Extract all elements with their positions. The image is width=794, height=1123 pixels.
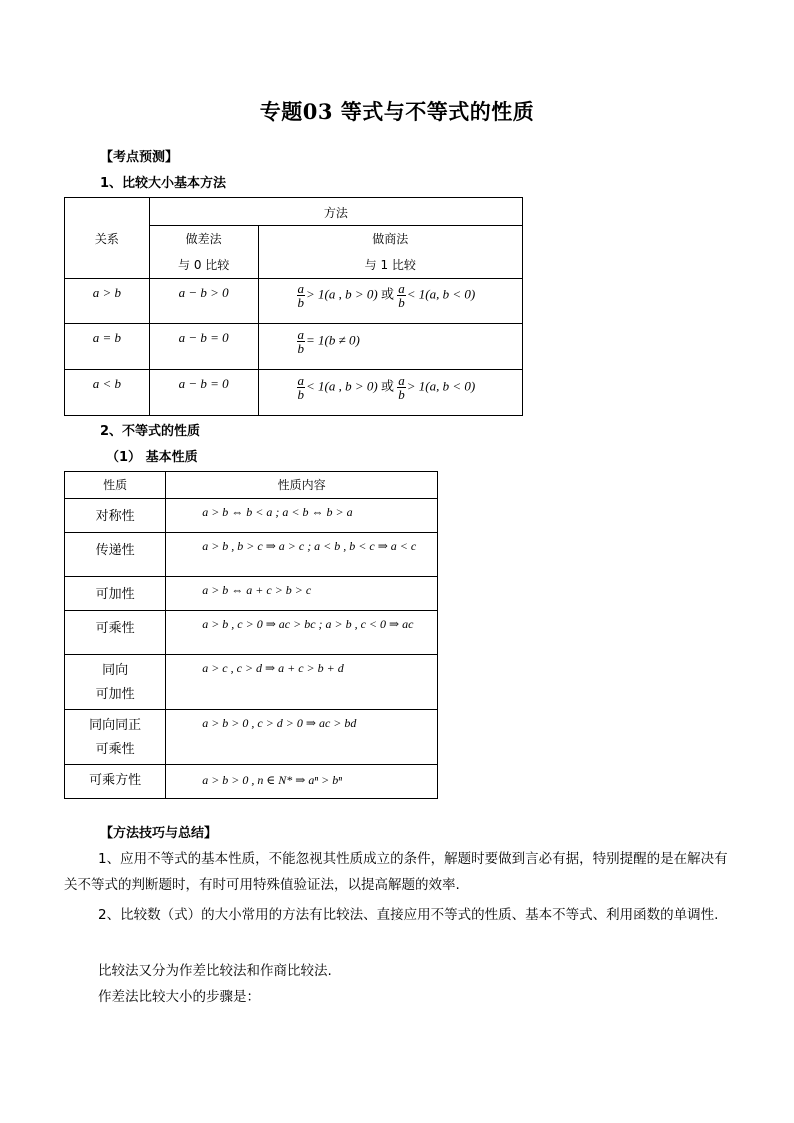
header-quotient-method (258, 226, 522, 279)
property-name: 同向 可加性 (65, 655, 166, 710)
table-row (65, 499, 438, 533)
table-row (65, 710, 438, 765)
property-content: a > b > 0 , n ∈ N* ⇒ aⁿ > bⁿ (166, 765, 438, 799)
section-forecast-heading: 【考点预测】 (100, 150, 179, 165)
table-row (65, 533, 438, 577)
paragraph-3: 比较法又分为作差比较法和作商比较法. (98, 963, 332, 979)
quotient-cell: $\frac{a}{b}$ > 1(a , b > 0) 或 $\frac{a}{b}$ < 1(a, b < 0) (258, 279, 522, 324)
property-name: 可乘方性 (65, 765, 166, 799)
header-property-content: 性质内容 (166, 472, 438, 499)
difference-method-sub: 与 0 比较 (178, 258, 230, 272)
table-row (65, 279, 523, 324)
difference-cell: a − b = 0 (149, 324, 258, 370)
header-property: 性质 (65, 472, 166, 499)
fraction: $\frac{a}{b}$ (398, 373, 405, 402)
paragraph-4: 作差法比较大小的步骤是： (98, 989, 260, 1005)
difference-method-label: 做差法 (185, 232, 222, 246)
fraction: $\frac{a}{b}$ (297, 281, 305, 310)
subsection-inequality-properties: 2、不等式的性质 (100, 424, 201, 439)
quotient-method-label: 做商法 (372, 232, 409, 246)
fraction: $\frac{a}{b}$ (297, 327, 305, 356)
property-content: a > b ⇔ a + c > b > c (166, 577, 438, 611)
table-row (65, 765, 438, 799)
fraction: $\frac{a}{b}$ (398, 281, 405, 310)
table-row (65, 577, 438, 611)
quotient-cell: $\frac{a}{b}$ = 1(b ≠ 0) (258, 324, 522, 370)
header-difference-method (149, 226, 258, 279)
property-content: a > b ⇔ b < a ; a < b ⇔ b > a (166, 499, 438, 533)
paragraph-2: 2、比较数（式）的大小常用的方法有比较法、直接应用不等式的性质、基本不等式、利用函数的单调性. (98, 907, 719, 923)
page-title: 专题03 等式与不等式的性质 (259, 99, 535, 124)
relation-cell: a = b (65, 324, 150, 370)
relation-cell: a < b (65, 370, 150, 416)
section-method-heading: 【方法技巧与总结】 (100, 826, 218, 841)
relation-cell: a > b (65, 279, 150, 324)
property-content: a > b , b > c ⇒ a > c ; a < b , b < c ⇒ a < c (166, 533, 438, 577)
fraction: $\frac{a}{b}$ (297, 373, 305, 402)
subsection-compare-methods: 1、比较大小基本方法 (100, 176, 227, 191)
property-content: a > b , c > 0 ⇒ ac > bc ; a > b , c < 0 ⇒ ac (166, 611, 438, 655)
table-row (65, 370, 523, 416)
table-row (65, 655, 438, 710)
header-relation: 关系 (65, 198, 150, 279)
property-name: 传递性 (65, 533, 166, 577)
subsection-basic-properties: （1） 基本性质 (106, 450, 198, 465)
quotient-cell: $\frac{a}{b}$ < 1(a , b > 0) 或 $\frac{a}{b}$ > 1(a, b < 0) (258, 370, 522, 416)
property-content: a > b > 0 , c > d > 0 ⇒ ac > bd (166, 710, 438, 765)
compare-methods-table (64, 197, 523, 416)
table-row (65, 324, 523, 370)
property-content: a > c , c > d ⇒ a + c > b + d (166, 655, 438, 710)
property-name: 可加性 (65, 577, 166, 611)
property-name: 对称性 (65, 499, 166, 533)
quotient-method-sub: 与 1 比较 (364, 258, 416, 272)
properties-table (64, 471, 438, 799)
header-method: 方法 (149, 198, 522, 226)
table-row (65, 611, 438, 655)
difference-cell: a − b > 0 (149, 279, 258, 324)
property-name: 可乘性 (65, 611, 166, 655)
paragraph-1: 1、应用不等式的基本性质，不能忽视其性质成立的条件，解题时要做到言必有据，特别提醒的是在解决有关不等式的判断题时，有时可用特殊值验证法，以提高解题的效率. (64, 851, 728, 893)
property-name: 同向同正 可乘性 (65, 710, 166, 765)
difference-cell: a − b = 0 (149, 370, 258, 416)
